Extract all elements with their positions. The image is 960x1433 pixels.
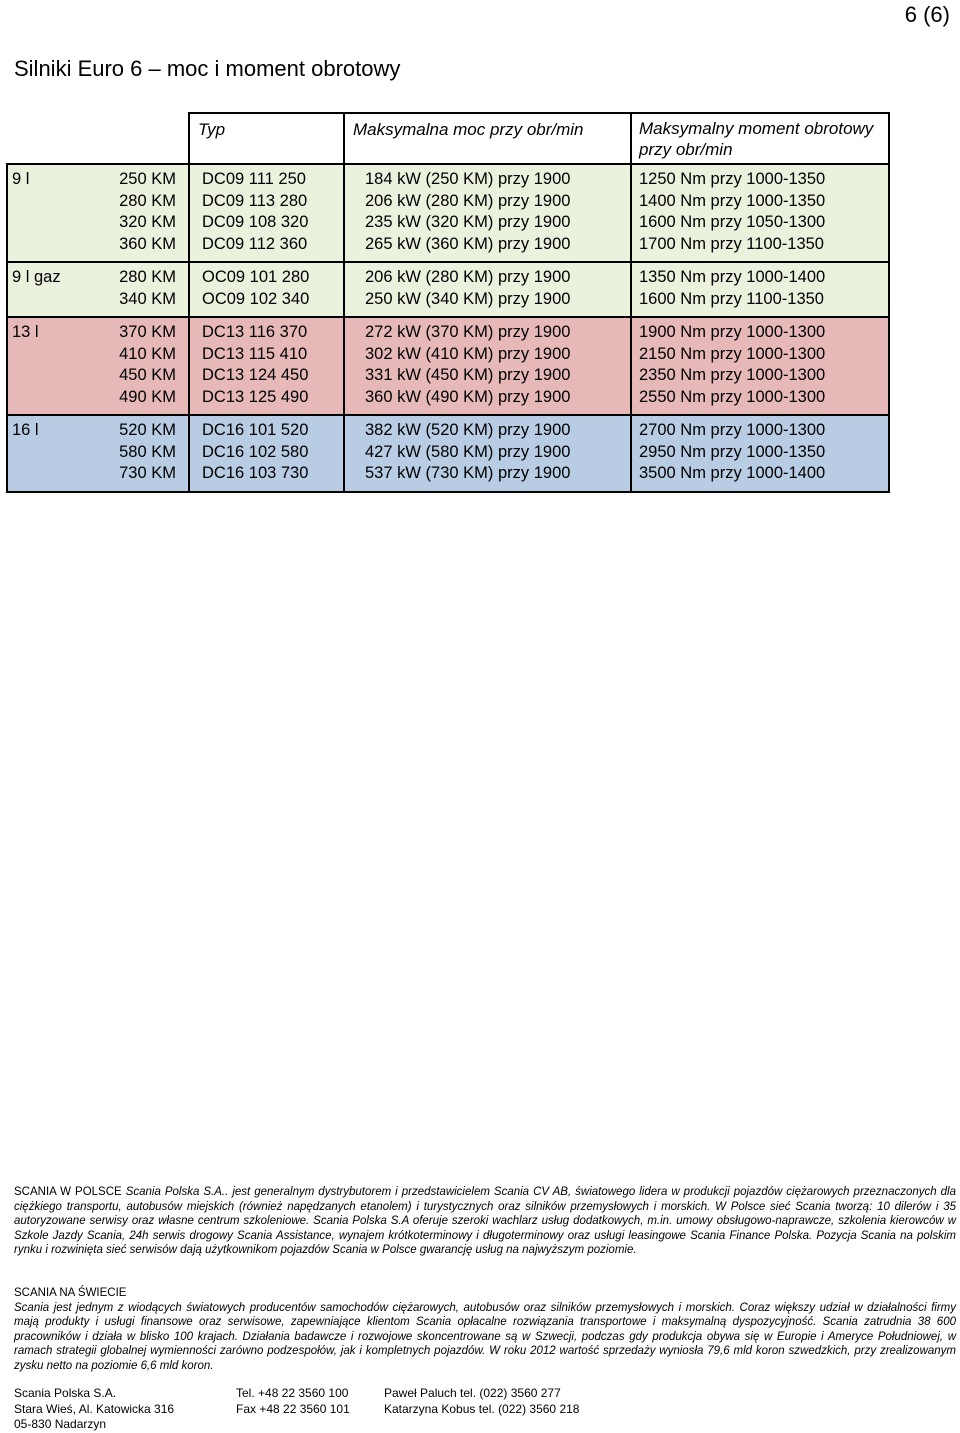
scania-pl-company: Scania Polska S.A. [125, 1186, 226, 1198]
person-line: Katarzyna Kobus tel. (022) 3560 218 [384, 1401, 580, 1416]
type-cell [189, 262, 344, 317]
address-line: Scania Polska S.A. [14, 1386, 117, 1400]
type-cell-line: DC09 113 280 [202, 191, 308, 210]
header-power: Maksymalna moc przy obr/min [344, 113, 631, 164]
type-cell-line: DC13 115 410 [202, 344, 308, 363]
type-cell-line: DC13 116 370 [202, 323, 308, 341]
engine-cell [7, 415, 96, 492]
torque-cell [631, 262, 889, 317]
torque-cell [631, 164, 889, 262]
about-scania-poland: SCANIA W POLSCE Scania Polska S.A.. jest generalnym dystrybutorem i przedstawicielem Scania CV AB, światowego lidera w produkcji pojazdów ciężarowych przeznaczonych dla ciężkiego transportu, autobusów miejskich (również napędzanych etanolem) i turystycznych oraz silników przemysłowych i morskich. W Polsce sieć Scania tworzą: 10 dilerów i 35 autoryzowane serwisy oraz własne centrum szkoleniowe. Scania Polska S.A oferuje szeroki wachlarz usług dodatkowych, m.in. umowy obsługowo-naprawcze, szkolenia kierowców w Szkole Jazdy Scania, 24h serwis drogowy Scania Assistance, wynajem krótkoterminowy i długoterminowy oraz usługi leasingowe Scania Finance Polska. Pozycja Scania na polskim rynku i rozwinięta sieć serwisów dają użytkownikom pojazdów Scania w Polsce gwarancję usług na najwyższym poziomie. [14, 1186, 957, 1257]
power-cell-line: 250 kW (340 KM) przy 1900 [365, 289, 571, 308]
power-cell [344, 262, 631, 317]
torque-cell-line: 2150 Nm przy 1000-1300 [639, 344, 826, 363]
horsepower-cell-line: 730 KM [119, 464, 176, 482]
horsepower-cell-line: 320 KM [119, 213, 176, 231]
torque-cell-line: 1250 Nm przy 1000-1350 [639, 170, 826, 188]
torque-cell [631, 415, 889, 492]
phone-line: Tel. +48 22 3560 100 [236, 1386, 349, 1400]
type-cell-line: OC09 102 340 [202, 289, 310, 308]
type-cell-line: DC13 125 490 [202, 387, 309, 406]
power-cell-line: 537 kW (730 KM) przy 1900 [365, 464, 571, 482]
horsepower-cell-line: 340 KM [119, 289, 176, 308]
power-cell-line: 184 kW (250 KM) przy 1900 [365, 170, 571, 188]
horsepower-cell-line: 280 KM [119, 191, 176, 210]
torque-cell-line: 1700 Nm przy 1100-1350 [639, 234, 824, 253]
contact-persons [384, 1386, 579, 1417]
type-cell-line: DC16 102 580 [202, 442, 309, 461]
type-cell [189, 415, 344, 492]
power-cell-line: 265 kW (360 KM) przy 1900 [365, 234, 571, 253]
power-cell [344, 164, 631, 262]
torque-cell-line: 2950 Nm przy 1000-1350 [639, 442, 826, 461]
type-cell-line: DC09 112 360 [202, 234, 308, 253]
horsepower-cell [96, 164, 189, 262]
horsepower-cell-line: 490 KM [119, 387, 176, 406]
torque-cell-line: 1400 Nm przy 1000-1350 [639, 191, 826, 210]
horsepower-cell-line: 280 KM [119, 268, 176, 286]
power-cell-line: 272 kW (370 KM) przy 1900 [365, 323, 571, 341]
engine-group-row [7, 262, 889, 317]
torque-cell-line: 2350 Nm przy 1000-1300 [639, 366, 826, 384]
type-cell-line: DC09 108 320 [202, 213, 309, 231]
scania-pl-heading: SCANIA W POLSCE [14, 1186, 122, 1198]
engine-cell [7, 262, 96, 317]
engine-size: 9 l gaz [12, 268, 61, 286]
page-title: Silniki Euro 6 – moc i moment obrotowy [14, 56, 401, 81]
torque-cell-line: 1350 Nm przy 1000-1400 [639, 268, 826, 286]
horsepower-cell-line: 450 KM [119, 366, 176, 384]
engine-group-row [7, 415, 889, 492]
person-line: Paweł Paluch tel. (022) 3560 277 [384, 1386, 561, 1400]
power-cell-line: 427 kW (580 KM) przy 1900 [365, 442, 571, 461]
header-torque: Maksymalny moment obrotowy przy obr/min [631, 113, 889, 164]
page-number: 6 (6) [904, 2, 950, 27]
power-cell-line: 331 kW (450 KM) przy 1900 [365, 366, 571, 384]
scania-world-heading: SCANIA NA ŚWIECIE [14, 1287, 127, 1299]
horsepower-cell [96, 317, 189, 415]
power-cell [344, 317, 631, 415]
engine-cell [7, 164, 96, 262]
engine-size: 9 l [12, 170, 30, 188]
engine-cell [7, 317, 96, 415]
horsepower-cell [96, 262, 189, 317]
horsepower-cell-line: 370 KM [119, 323, 176, 341]
horsepower-cell-line: 360 KM [119, 234, 176, 253]
fax-line: Fax +48 22 3560 101 [236, 1401, 350, 1416]
engine-table [6, 112, 890, 493]
contact-address [14, 1386, 174, 1433]
type-cell [189, 317, 344, 415]
power-cell-line: 360 kW (490 KM) przy 1900 [365, 387, 571, 406]
torque-cell-line: 1600 Nm przy 1050-1300 [639, 213, 826, 231]
horsepower-cell [96, 415, 189, 492]
horsepower-cell-line: 520 KM [119, 421, 176, 439]
about-scania-world [14, 1286, 956, 1374]
torque-cell-line: 2700 Nm przy 1000-1300 [639, 421, 826, 439]
engine-size: 16 l [12, 421, 39, 439]
engine-group-row [7, 317, 889, 415]
address-line: Stara Wieś, Al. Katowicka 316 [14, 1401, 175, 1416]
table-header-row [7, 113, 889, 164]
contact-phones [236, 1386, 350, 1417]
header-type: Typ [189, 113, 344, 164]
type-cell [189, 164, 344, 262]
power-cell-line: 206 kW (280 KM) przy 1900 [365, 191, 571, 210]
scania-pl-text: jest generalnym dystrybutorem i przedstawicielem Scania CV AB, światowego lidera w produkcji pojazdów ciężarowych przeznaczonych dla ciężkiego transportu, autobusów miejskich (również napędzanych etanolem) i turystycznych oraz silników przemysłowych i morskich. W Polsce sieć Scania tworzą: 10 dilerów i 35 autoryzowane serwisy oraz własne centrum szkoleniowe. Scania Polska S.A oferuje szeroki wachlarz usług dodatkowych, m.in. umowy obsługowo-naprawcze, szkolenia kierowców w Szkole Jazdy Scania, 24h serwis drogowy Scania Assistance, wynajem krótkoterminowy i długoterminowy oraz usługi leasingowe Scania Finance Polska. Pozycja Scania na polskim rynku i rozwinięta sieć serwisów dają użytkownikom pojazdów Scania w Polsce gwarancję usług na najwyższym poziomie. [14, 1186, 957, 1257]
power-cell-line: 302 kW (410 KM) przy 1900 [365, 344, 571, 363]
torque-cell-line: 3500 Nm przy 1000-1400 [639, 464, 826, 482]
type-cell-line: DC09 111 250 [202, 170, 306, 188]
horsepower-cell-line: 410 KM [119, 344, 176, 363]
scania-world-text: Scania jest jednym z wiodących światowych producentów samochodów ciężarowych, autobusów oraz silników przemysłowych i morskich. Coraz większy udział w działalności firmy mają produkty i usługi finansowe oraz serwisowe, zapewniające klientom Scania opłacalne rozwiązania transportowe i maksymalną dyspozycyjność. Scania zatrudnia 38 600 pracowników i działa w blisko 100 krajach. Działania badawcze i rozwojowe skoncentrowane są w Szwecji, podczas gdy produkcja obywa się w Europie i Ameryce Południowej, w ramach strategii globalnej wymienności zarówno podzespołów, jak i kompletnych pojazdów. W roku 2012 wartość sprzedaży wyniosła 79,6 mld koron szwedzkich, przy zrealizowanym zysku netto na poziomie 6,6 mld koron. [14, 1301, 956, 1372]
torque-cell-line: 1600 Nm przy 1100-1350 [639, 289, 824, 308]
type-cell-line: DC13 124 450 [202, 366, 309, 384]
power-cell [344, 415, 631, 492]
horsepower-cell-line: 250 KM [119, 170, 176, 188]
power-cell-line: 382 kW (520 KM) przy 1900 [365, 421, 571, 439]
type-cell-line: DC16 103 730 [202, 464, 309, 482]
engine-group-row [7, 164, 889, 262]
engine-size: 13 l [12, 323, 39, 341]
power-cell-line: 206 kW (280 KM) przy 1900 [365, 268, 571, 286]
power-cell-line: 235 kW (320 KM) przy 1900 [365, 213, 571, 231]
torque-cell [631, 317, 889, 415]
torque-cell-line: 1900 Nm przy 1000-1300 [639, 323, 826, 341]
address-line: 05-830 Nadarzyn [14, 1417, 107, 1431]
type-cell-line: DC16 101 520 [202, 421, 309, 439]
horsepower-cell-line: 580 KM [119, 442, 176, 461]
torque-cell-line: 2550 Nm przy 1000-1300 [639, 387, 826, 406]
type-cell-line: OC09 101 280 [202, 268, 310, 286]
